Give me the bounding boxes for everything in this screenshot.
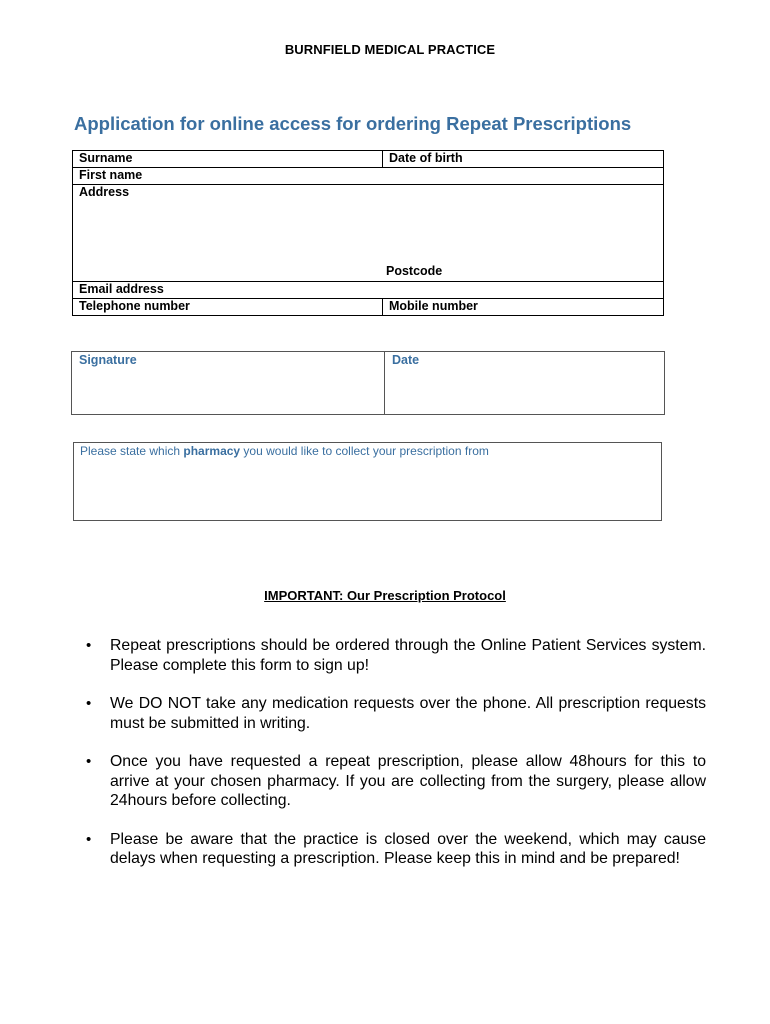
email-address-label: Email address <box>79 282 164 296</box>
first-name-field[interactable] <box>73 168 664 185</box>
bullet-icon: • <box>86 637 92 654</box>
form-title: Application for online access for ordering Repeat Prescriptions <box>74 113 632 134</box>
date-of-birth-field[interactable] <box>383 151 664 168</box>
email-address-field[interactable] <box>73 282 664 299</box>
date-of-birth-label: Date of birth <box>389 151 463 165</box>
bullet-icon: • <box>86 695 92 712</box>
pharmacy-prompt-prefix: Please state which <box>80 444 184 458</box>
telephone-number-label: Telephone number <box>79 299 190 313</box>
mobile-number-field[interactable] <box>383 299 664 316</box>
bullet-icon: • <box>86 753 92 770</box>
protocol-list <box>86 636 706 888</box>
protocol-item <box>86 694 706 733</box>
surname-label: Surname <box>79 151 133 165</box>
address-field[interactable] <box>73 185 664 282</box>
protocol-item <box>86 830 706 869</box>
signature-table <box>71 351 665 415</box>
protocol-heading: IMPORTANT: Our Prescription Protocol <box>264 588 506 603</box>
pharmacy-prompt-emphasis: pharmacy <box>183 444 241 458</box>
protocol-item <box>86 752 706 811</box>
mobile-number-label: Mobile number <box>389 299 478 313</box>
date-label: Date <box>392 353 420 367</box>
protocol-item-text: We DO NOT take any medication requests over the phone. All prescription requests must be submitted in writing. <box>110 695 706 732</box>
postcode-label: Postcode <box>386 264 443 278</box>
practice-name: BURNFIELD MEDICAL PRACTICE <box>284 42 496 57</box>
surname-field[interactable] <box>73 151 383 168</box>
telephone-number-field[interactable] <box>73 299 383 316</box>
patient-details-table <box>72 150 664 316</box>
pharmacy-field[interactable] <box>73 442 662 521</box>
protocol-item-text: Please be aware that the practice is closed over the weekend, which may cause delays when requesting a prescription. Please keep this in mind and be prepared! <box>110 830 706 867</box>
signature-field[interactable] <box>72 352 385 415</box>
address-label: Address <box>79 185 130 199</box>
protocol-item-text: Repeat prescriptions should be ordered through the Online Patient Services system. Please complete this form to sign up! <box>110 637 706 674</box>
first-name-label: First name <box>79 168 143 182</box>
pharmacy-prompt-suffix: you would like to collect your prescription from <box>240 444 489 458</box>
date-field[interactable] <box>385 352 665 415</box>
signature-label: Signature <box>79 353 137 367</box>
protocol-item-text: Once you have requested a repeat prescription, please allow 48hours for this to arrive at your chosen pharmacy. If you are collecting from the surgery, please allow 24hours before collecting. <box>110 753 706 809</box>
protocol-item <box>86 636 706 675</box>
bullet-icon: • <box>86 830 92 848</box>
